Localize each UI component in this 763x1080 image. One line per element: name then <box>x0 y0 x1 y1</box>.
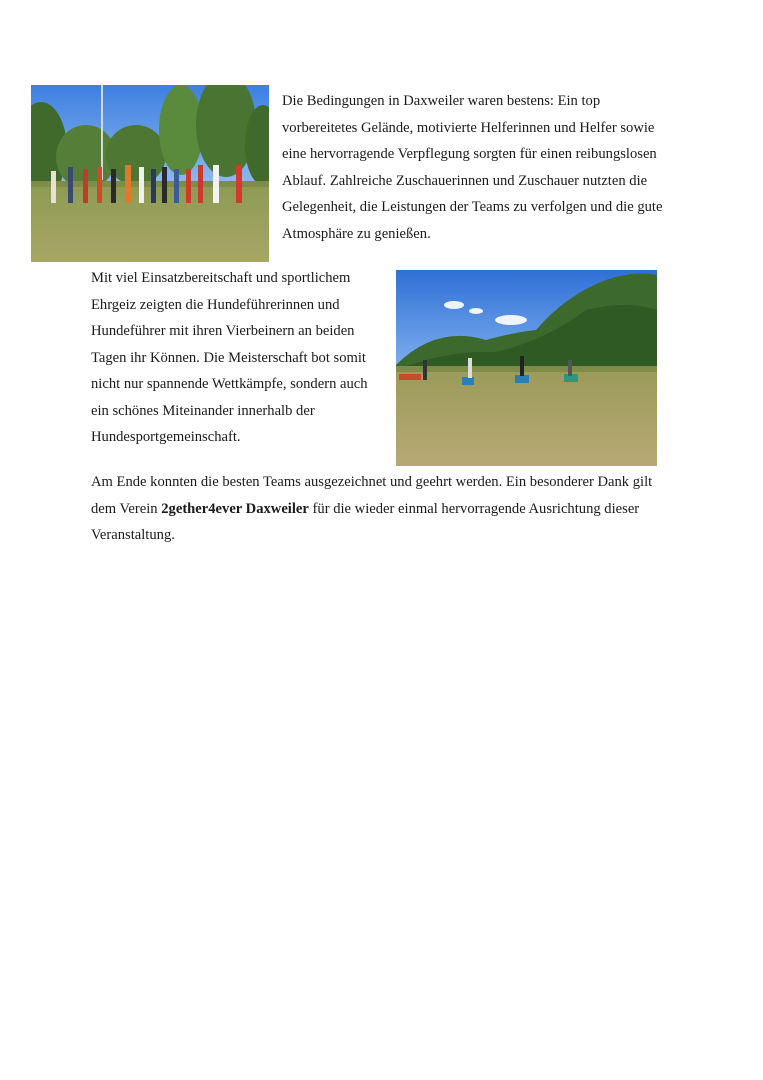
conclusion-text-start: Am Ende konnten die besten Teams ausgezeichnet und geehrt werden. Ein besonderer Dank gilt dem Verein <box>91 474 653 517</box>
paragraph-conclusion <box>91 469 671 549</box>
group-photo <box>31 85 269 262</box>
conclusion-text-end: für die wieder einmal hervorragende Ausrichtung dieser Veranstaltung. <box>91 500 640 543</box>
field-photo <box>396 270 657 466</box>
club-name: 2gether4ever Daxweiler <box>161 500 309 517</box>
paragraph-performance: Mit viel Einsatzbereitschaft und sportlichem Ehrgeiz zeigten die Hundeführerinnen und Hundeführer mit ihren Vierbeinern an beiden Tagen ihr Können. Die Meisterschaft bot somit nicht nur spannende Wettkämpfe, sondern auch ein schönes Miteinander innerhalb der Hundesportgemeinschaft. <box>91 270 368 445</box>
paragraph-conditions: Die Bedingungen in Daxweiler waren bestens: Ein top vorbereitetes Gelände, motivierte Helferinnen und Helfer sowie eine hervorragende Verpflegung sorgten für einen reibungslosen Ablauf. Zahlreiche Zuschauerinnen und Zuschauer nutzten die Gelegenheit, die Leistungen der Teams zu verfolgen und die gute Atmosphäre zu genießen. <box>282 93 663 242</box>
